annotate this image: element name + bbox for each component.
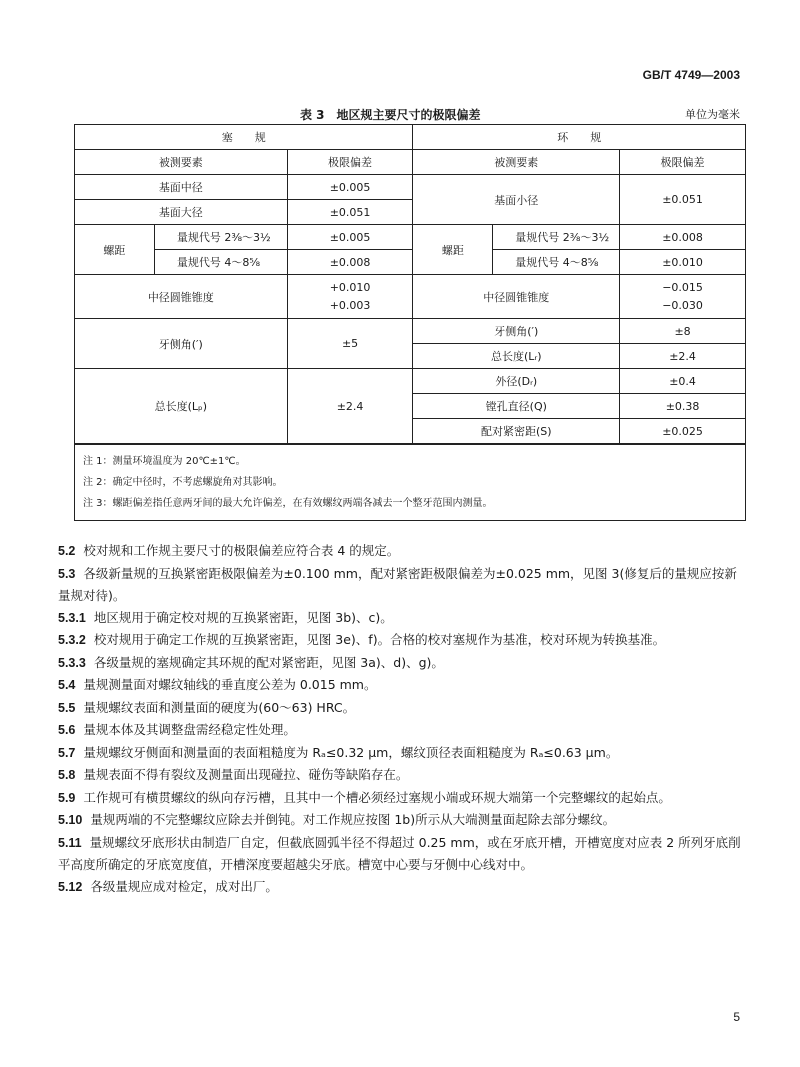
col-tolerance: 极限偏差	[287, 150, 413, 175]
clause-number: 5.4	[58, 678, 76, 692]
clause-number: 5.9	[58, 790, 76, 805]
clause-text: 量规测量面对螺纹轴线的垂直度公差为 0.015 mm。	[83, 677, 377, 692]
clause-text: 工作规可有横贯螺纹的纵向存污槽，且其中一个槽必须经过塞规小端或环规大端第一个完整螺纹的起始点。	[83, 789, 671, 805]
table-notes	[75, 444, 746, 521]
clause	[58, 832, 748, 876]
plug-flank-angle: 牙侧角(′)	[75, 319, 288, 369]
note-1: 注 1：测量环境温度为 20℃±1℃。	[83, 456, 246, 467]
plug-lead-b-tol: ±0.008	[287, 250, 413, 275]
page-number: 5	[733, 1010, 740, 1024]
clause-number: 5.8	[58, 768, 76, 782]
plug-taper-tol-lower: +0.003	[329, 298, 371, 312]
ring-minor-diameter-tol: ±0.051	[620, 175, 746, 225]
ring-taper-tol	[620, 275, 746, 319]
clause	[58, 652, 748, 675]
plug-pitch-diameter: 基面中径	[75, 175, 288, 200]
clause	[58, 540, 748, 563]
ring-outer-diameter-tol: ±0.4	[620, 369, 746, 394]
plug-lead-a: 量规代号 2⅜～3½	[154, 225, 287, 250]
ring-lead-b: 量规代号 4～8⅝	[493, 250, 620, 275]
clause-number: 5.3.3	[58, 655, 86, 670]
plug-lead: 螺距	[75, 225, 155, 275]
clause	[58, 742, 748, 765]
plug-length: 总长度(Lₚ)	[75, 369, 288, 445]
clause	[58, 674, 748, 697]
col-element: 被测要素	[413, 150, 620, 175]
ring-standoff: 配对紧密距(S)	[413, 419, 620, 445]
plug-pitch-diameter-tol: ±0.005	[287, 175, 413, 200]
clause-text: 量规螺纹牙侧面和测量面的表面粗糙度为 Rₐ≤0.32 μm，螺纹顶径表面粗糙度为 Rₐ≤0.63 μm。	[83, 744, 619, 760]
clause-number: 5.6	[58, 723, 76, 737]
clause	[58, 764, 748, 787]
clause	[58, 563, 748, 607]
ring-taper-tol-upper: −0.015	[662, 280, 703, 294]
col-element: 被测要素	[75, 150, 288, 175]
ring-flank-angle: 牙侧角(′)	[413, 319, 620, 344]
clause	[58, 809, 748, 832]
table-caption: 表 3 地区规主要尺寸的极限偏差	[300, 108, 481, 122]
ring-taper-tol-lower: −0.030	[662, 298, 703, 312]
ring-taper: 中径圆锥锥度	[413, 275, 620, 319]
standard-number: GB/T 4749—2003	[642, 68, 740, 82]
clause-number: 5.7	[58, 745, 76, 760]
clause-number: 5.3	[58, 566, 76, 581]
clause-number: 5.3.2	[58, 633, 86, 647]
ring-minor-diameter: 基面小径	[413, 175, 620, 225]
clause-text: 量规本体及其调整盘需经稳定性处理。	[83, 722, 296, 737]
col-tolerance: 极限偏差	[620, 150, 746, 175]
ring-length-tol: ±2.4	[620, 344, 746, 369]
clause	[58, 787, 748, 810]
plug-lead-a-tol: ±0.005	[287, 225, 413, 250]
ring-standoff-tol: ±0.025	[620, 419, 746, 445]
ring-length: 总长度(Lᵣ)	[413, 344, 620, 369]
clause-number: 5.2	[58, 544, 76, 558]
ring-outer-diameter: 外径(Dᵣ)	[413, 369, 620, 394]
ring-flank-angle-tol: ±8	[620, 319, 746, 344]
plug-length-tol: ±2.4	[287, 369, 413, 445]
clause-number: 5.11	[58, 835, 82, 850]
plug-lead-b: 量规代号 4～8⅝	[154, 250, 287, 275]
tolerance-table	[74, 124, 746, 521]
plug-taper: 中径圆锥锥度	[75, 275, 288, 319]
clause-text: 各级新量规的互换紧密距极限偏差为±0.100 mm，配对紧密距极限偏差为±0.025 mm，见图 3(修复后的量规应按新量规对待)。	[58, 565, 737, 603]
clause-text: 量规螺纹牙底形状由制造厂自定，但截底圆弧半径不得超过 0.25 mm，或在牙底开槽，开槽宽度对应表 2 所列牙底削平高度所确定的牙底宽度值，开槽深度要超越尖牙底。槽宽中心要与牙侧中心线对中。	[58, 834, 741, 872]
clause-text: 量规两端的不完整螺纹应除去并倒钝。对工作规应按图 1b)所示从大端测量面起除去部分螺纹。	[90, 812, 616, 827]
clause-number: 5.12	[58, 879, 83, 894]
clause	[58, 876, 748, 899]
ring-lead-b-tol: ±0.010	[620, 250, 746, 275]
ring-bore-diameter: 镗孔直径(Q)	[413, 394, 620, 419]
plug-major-diameter-tol: ±0.051	[287, 200, 413, 225]
plug-major-diameter: 基面大径	[75, 200, 288, 225]
clause-text: 地区规用于确定校对规的互换紧密距，见图 3b)、c)。	[93, 609, 393, 625]
note-3: 注 3：螺距偏差指任意两牙间的最大允许偏差，在有效螺纹两端各减去一个整牙范围内测量。	[83, 498, 493, 509]
clause-text: 各级量规应成对检定，成对出厂。	[90, 878, 278, 894]
clause	[58, 697, 748, 720]
clause-text: 各级量规的塞规确定其环规的配对紧密距，见图 3a)、d)、g)。	[93, 654, 444, 670]
plug-taper-tol	[287, 275, 413, 319]
ring-gauge-header: 环 规	[413, 125, 746, 150]
clause	[58, 607, 748, 630]
ring-lead: 螺距	[413, 225, 493, 275]
clause-text: 量规螺纹表面和测量面的硬度为(60～63) HRC。	[83, 699, 356, 715]
clause	[58, 719, 748, 742]
table-unit: 单位为毫米	[685, 108, 740, 121]
clause-text: 校对规用于确定工作规的互换紧密距，见图 3e)、f)。合格的校对塞规作为基准，校对环规为转换基准。	[93, 632, 666, 647]
note-2: 注 2：确定中径时，不考虑螺旋角对其影响。	[83, 477, 283, 488]
plug-flank-angle-tol: ±5	[287, 319, 413, 369]
clause-text: 量规表面不得有裂纹及测量面出现碰拉、碰伤等缺陷存在。	[83, 767, 409, 782]
plug-gauge-header: 塞 规	[75, 125, 413, 150]
ring-lead-a: 量规代号 2⅜～3½	[493, 225, 620, 250]
clause	[58, 629, 748, 652]
clause-number: 5.3.1	[58, 610, 86, 625]
ring-bore-diameter-tol: ±0.38	[620, 394, 746, 419]
clause-number: 5.10	[58, 813, 83, 827]
ring-lead-a-tol: ±0.008	[620, 225, 746, 250]
body-text	[58, 540, 748, 898]
clause-number: 5.5	[58, 700, 76, 715]
plug-taper-tol-upper: +0.010	[329, 280, 371, 294]
clause-text: 校对规和工作规主要尺寸的极限偏差应符合表 4 的规定。	[83, 543, 400, 558]
